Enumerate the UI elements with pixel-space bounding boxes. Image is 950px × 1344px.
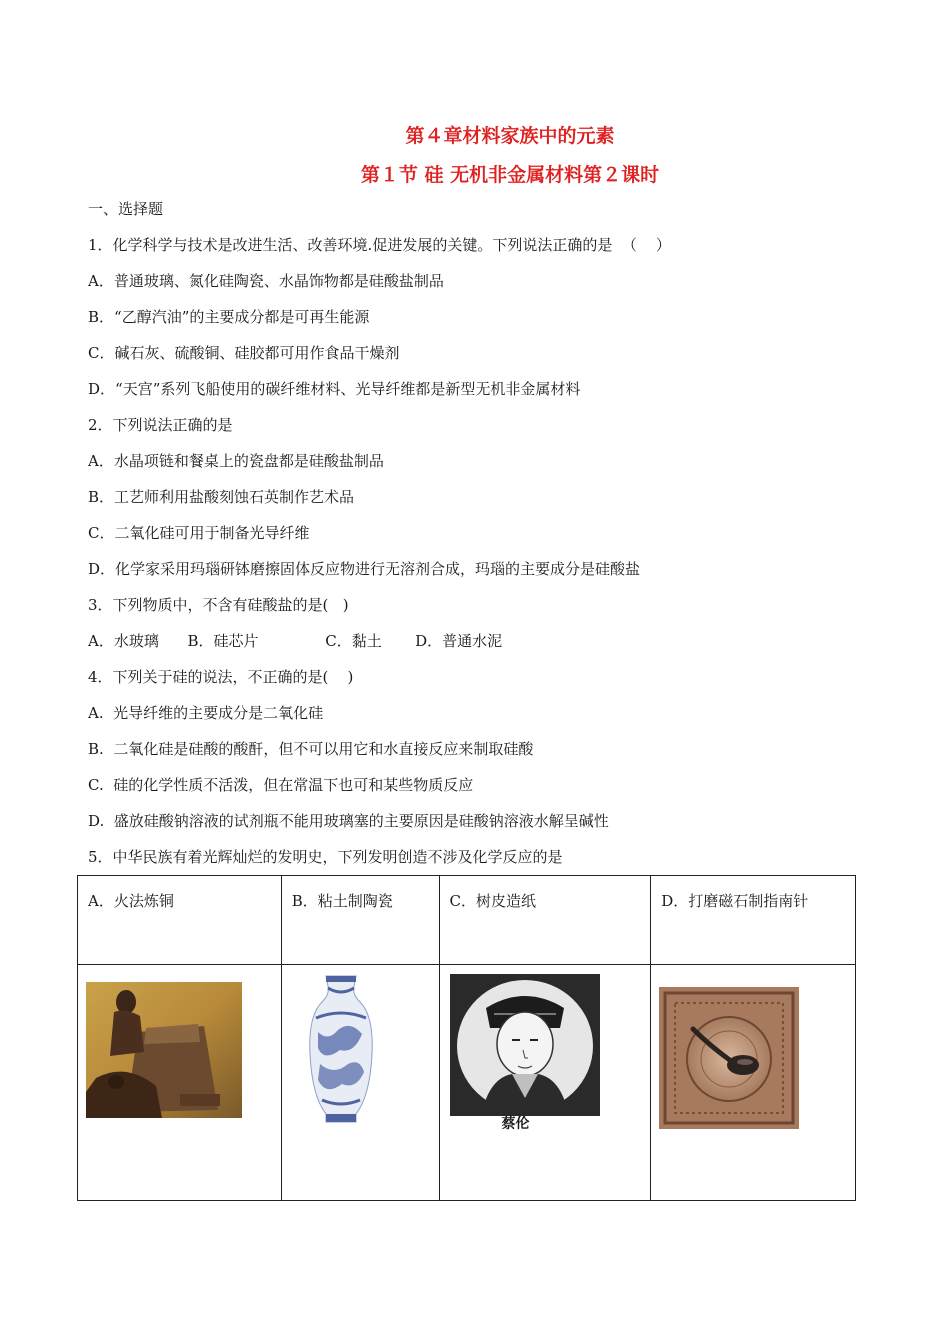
question-1-option-a: A．普通玻璃、氮化硅陶瓷、水晶饰物都是硅酸盐制品 [88, 272, 444, 290]
image-cell-b [281, 965, 439, 1201]
question-2-option-d: D．化学家采用玛瑙研钵磨擦固体反应物进行无溶剂合成，玛瑙的主要成分是硅酸盐 [88, 560, 641, 578]
image-cell-a [78, 965, 282, 1201]
question-4-option-b: B. 二氧化硅是硅酸的酸酐，但不可以用它和水直接反应来制取硅酸 [88, 740, 534, 758]
question-1-option-b: B．“乙醇汽油”的主要成分都是可再生能源 [88, 308, 370, 326]
option-d-label: D．打磨磁石制指南针 [661, 892, 809, 910]
section-label: 一、选择题 [88, 200, 164, 218]
option-cell-b [281, 876, 439, 965]
question-2-option-a: A．水晶项链和餐桌上的瓷盘都是硅酸盐制品 [88, 452, 384, 470]
section-title: 第１节 硅 无机非金属材料第２课时 [360, 164, 660, 186]
option-b-label: B．粘土制陶瓷 [291, 892, 393, 910]
option-c-label: C．树皮造纸 [449, 892, 537, 910]
question-5-options-table [77, 875, 856, 1201]
question-1-option-d: D．“天宫”系列飞船使用的碳纤维材料、光导纤维都是新型无机非金属材料 [88, 380, 581, 398]
image-cell-d [651, 965, 856, 1201]
question-4-option-d: D. 盛放硅酸钠溶液的试剂瓶不能用玻璃塞的主要原因是硅酸钠溶液水解呈碱性 [88, 812, 609, 830]
question-3-options: A．水玻璃 B．硅芯片 C．黏土 D．普通水泥 [88, 632, 503, 650]
chapter-title: 第４章材料家族中的元素 [405, 125, 615, 147]
question-2-stem: 2．下列说法正确的是 [88, 416, 233, 434]
option-cell-a [78, 876, 282, 965]
question-4-option-c: C. 硅的化学性质不活泼，但在常温下也可和某些物质反应 [88, 776, 474, 794]
cai-lun-portrait-image [450, 974, 600, 1134]
question-4-option-a: A. 光导纤维的主要成分是二氧化硅 [88, 704, 324, 722]
copper-smelting-image [86, 982, 242, 1118]
option-cell-d [651, 876, 856, 965]
question-5-stem: 5．中华民族有着光辉灿烂的发明史，下列发明创造不涉及化学反应的是 [88, 848, 563, 866]
porcelain-vase-image [304, 972, 378, 1126]
question-1-option-c: C．碱石灰、硫酸铜、硅胶都可用作食品干燥剂 [88, 344, 400, 362]
compass-spoon-image [659, 987, 799, 1129]
question-4-stem: 4．下列关于硅的说法，不正确的是( ) [88, 668, 354, 686]
image-cell-c [439, 965, 651, 1201]
option-a-label: A．火法炼铜 [88, 892, 174, 910]
question-2-option-b: B．工艺师利用盐酸刻蚀石英制作艺术品 [88, 488, 355, 506]
question-2-option-c: C．二氧化硅可用于制备光导纤维 [88, 524, 310, 542]
question-3-stem: 3．下列物质中，不含有硅酸盐的是( ) [88, 596, 349, 614]
question-1-stem: 1．化学科学与技术是改进生活、改善环境.促进发展的关键。下列说法正确的是 （ ） [88, 236, 671, 254]
cai-lun-caption: 蔡伦 [501, 1116, 530, 1132]
option-cell-c [439, 876, 651, 965]
